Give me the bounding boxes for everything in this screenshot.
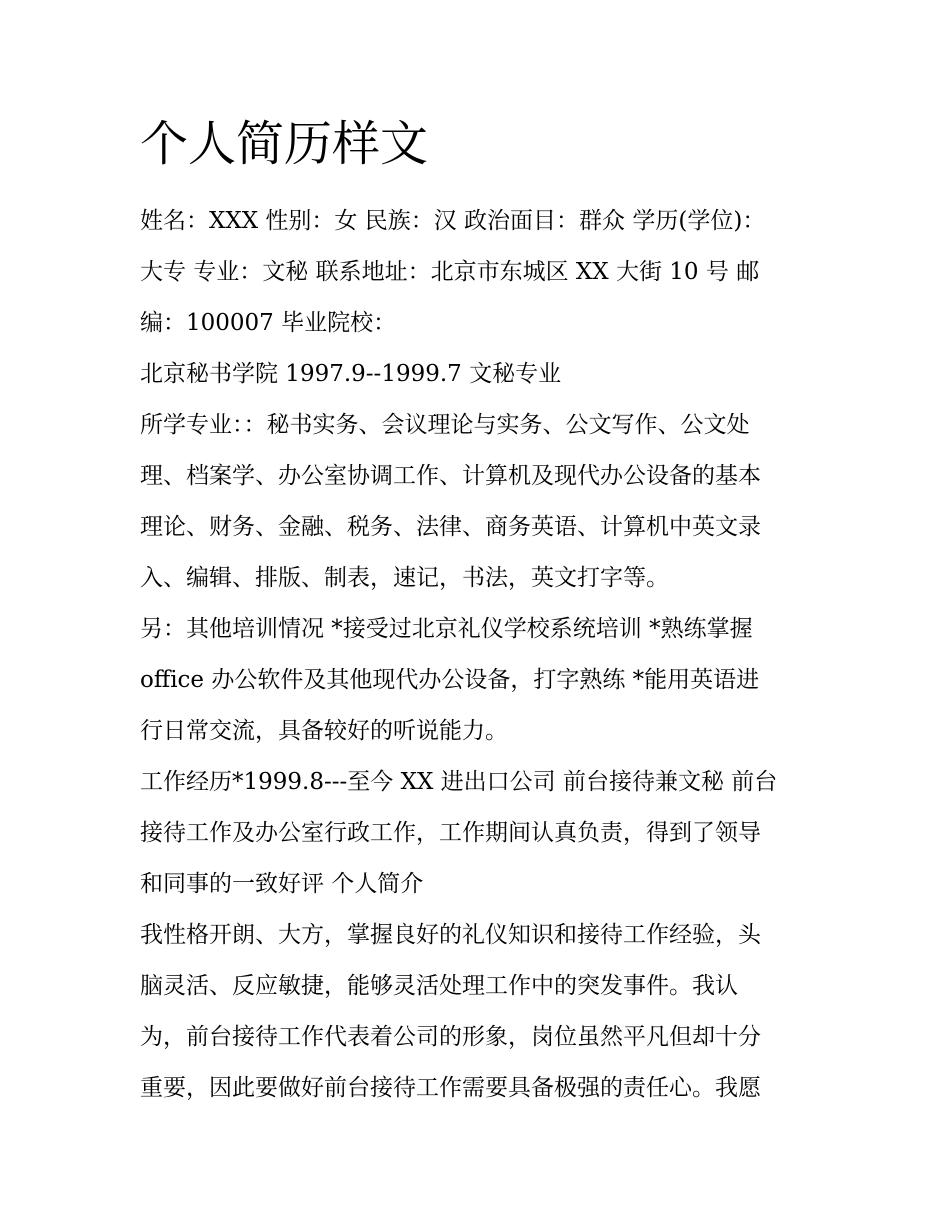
text-line: office 办公软件及其他现代办公设备，打字熟练 *能用英语进: [140, 667, 760, 693]
text-line: 姓名：XXX 性别：女 民族：汉 政治面目：群众 学历(学位)：: [140, 208, 766, 234]
text-line: 编：100007 毕业院校：: [140, 310, 397, 336]
text-line: 我性格开朗、大方，掌握良好的礼仪知识和接待工作经验，头: [140, 922, 761, 948]
text-line: 另：其他培训情况 *接受过北京礼仪学校系统培训 *熟练掌握: [140, 616, 753, 642]
text-line: 所学专业：：秘书实务、会议理论与实务、公文写作、公文处: [140, 412, 750, 438]
text-line: 北京秘书学院 1997.9--1999.7 文秘专业: [140, 361, 562, 387]
text-line: 理论、财务、金融、税务、法律、商务英语、计算机中英文录: [140, 514, 761, 540]
text-line: 工作经历*1999.8---至今 XX 进出口公司 前台接待兼文秘 前台: [140, 769, 778, 795]
text-line: 重要，因此要做好前台接待工作需要具备极强的责任心。我愿: [140, 1075, 761, 1101]
text-line: 接待工作及办公室行政工作，工作期间认真负责，得到了领导: [140, 820, 761, 846]
text-line: 入、编辑、排版、制表，速记，书法，英文打字等。: [140, 565, 669, 591]
page-title: 个人简历样文: [140, 116, 429, 172]
text-line: 为，前台接待工作代表着公司的形象，岗位虽然平凡但却十分: [140, 1024, 761, 1050]
text-line: 和同事的一致好评 个人简介: [140, 871, 424, 897]
text-line: 脑灵活、反应敏捷，能够灵活处理工作中的突发事件。我认: [140, 973, 738, 999]
text-line: 大专 专业：文秘 联系地址：北京市东城区 XX 大街 10 号 邮: [140, 259, 760, 285]
text-line: 行日常交流，具备较好的听说能力。: [140, 718, 508, 744]
text-line: 理、档案学、办公室协调工作、计算机及现代办公设备的基本: [140, 463, 761, 489]
